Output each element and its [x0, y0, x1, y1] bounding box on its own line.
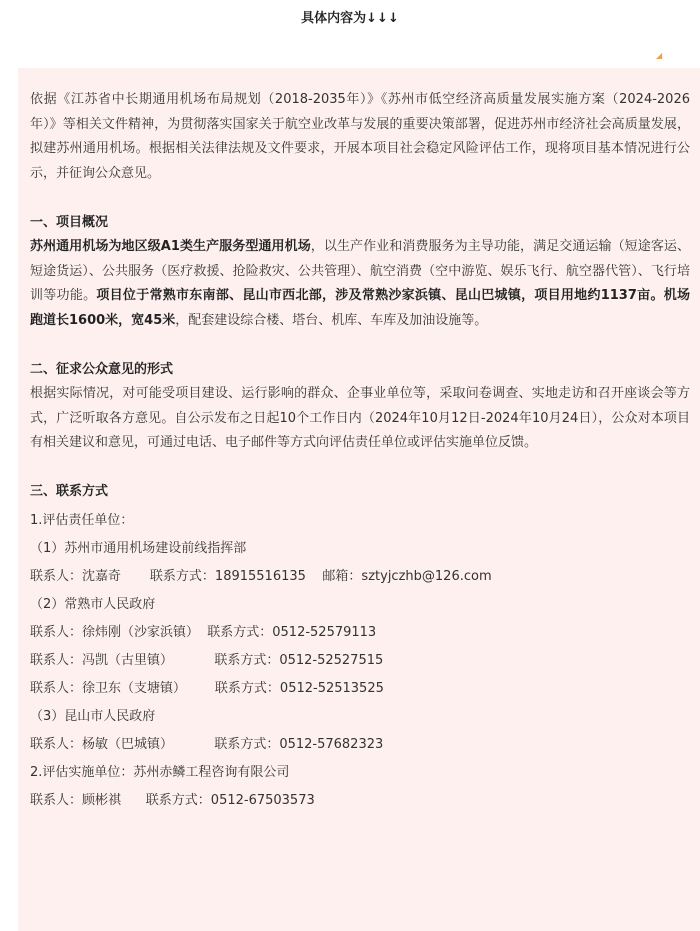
contact-line: 联系人：徐卫东（支塘镇） 联系方式：0512-52513525 [30, 680, 384, 696]
contact-line: 2.评估实施单位：苏州赤鳞工程咨询有限公司 [30, 764, 290, 780]
decoration-icon: ​◢ [656, 51, 663, 60]
section1-bold-b: 项目位于常熟市东南部、昆山市西北部，涉及常熟沙家浜镇、昆山巴城镇，项目用地约1137亩。机场跑道长1600米，宽45米 [30, 288, 690, 328]
contact-line: （2）常熟市人民政府 [30, 596, 156, 612]
contact-line: 联系人：冯凯（古里镇） 联系方式：0512-52527515 [30, 652, 384, 668]
section1-text-b: ，配套建设综合楼、塔台、机库、车库及加油设施等。 [175, 312, 488, 328]
section1-paragraph [30, 235, 690, 333]
section1-text-a: ，以生产作业和消费服务为主导功能，满足交通运输（短途客运、短途货运）、公共服务（医疗救援、抢险救灾、公共管理）、航空消费（空中游览、娱乐飞行、航空器代管）、飞行培训等功能。 [30, 239, 690, 303]
section2-heading: 二、征求公众意见的形式 [30, 361, 174, 377]
contact-list [30, 507, 690, 815]
section2-paragraph: 根据实际情况，对可能受项目建设、运行影响的群众、企事业单位等，采取问卷调查、实地走访和召开座谈会等方式，广泛听取各方意见。自公示发布之日起10个工作日内（2024年10月12日-2024年10月24日），公众对本项目有相关建议和意见，可通过电话、电子邮件等方式向评估责任单位或评估实施单位反馈。 [30, 386, 690, 450]
article-body [30, 88, 690, 815]
section1-bold-a: 苏州通用机场为地区级A1类生产服务型通用机场 [30, 239, 311, 254]
contact-line: 联系人：徐炜刚（沙家浜镇） 联系方式：0512-52579113 [30, 624, 377, 640]
intro-paragraph: 依据《江苏省中长期通用机场布局规划（2018-2035年）》《苏州市低空经济高质量发展实施方案（2024-2026年）》等相关文件精神，为贯彻落实国家关于航空业改革与发展的重要决策部署，促进苏州市经济社会高质量发展，拟建苏州通用机场。根据相关法律法规及文件要求，开展本项目社会稳定风险评估工作，现将项目基本情况进行公示，并征询公众意见。 [30, 92, 690, 181]
spacer [30, 186, 690, 211]
contact-line: （3）昆山市人民政府 [30, 708, 156, 724]
section1-heading: 一、项目概况 [30, 214, 109, 230]
contact-line: 1.评估责任单位： [30, 512, 134, 528]
contact-line: 联系人：顾彬祺 联系方式：0512-67503573 [30, 792, 315, 808]
spacer [30, 333, 690, 358]
section3-heading: 三、联系方式 [30, 484, 109, 499]
contact-line: 联系人：沈嘉奇 联系方式：18915516135 邮箱：sztyjczhb@126.com [30, 568, 492, 584]
contact-line: 联系人：杨敏（巴城镇） 联系方式：0512-57682323 [30, 736, 384, 752]
page-header-title: 具体内容为↓↓↓ [301, 11, 399, 26]
spacer [30, 456, 690, 481]
contact-line: （1）苏州市通用机场建设前线指挥部 [30, 540, 247, 556]
